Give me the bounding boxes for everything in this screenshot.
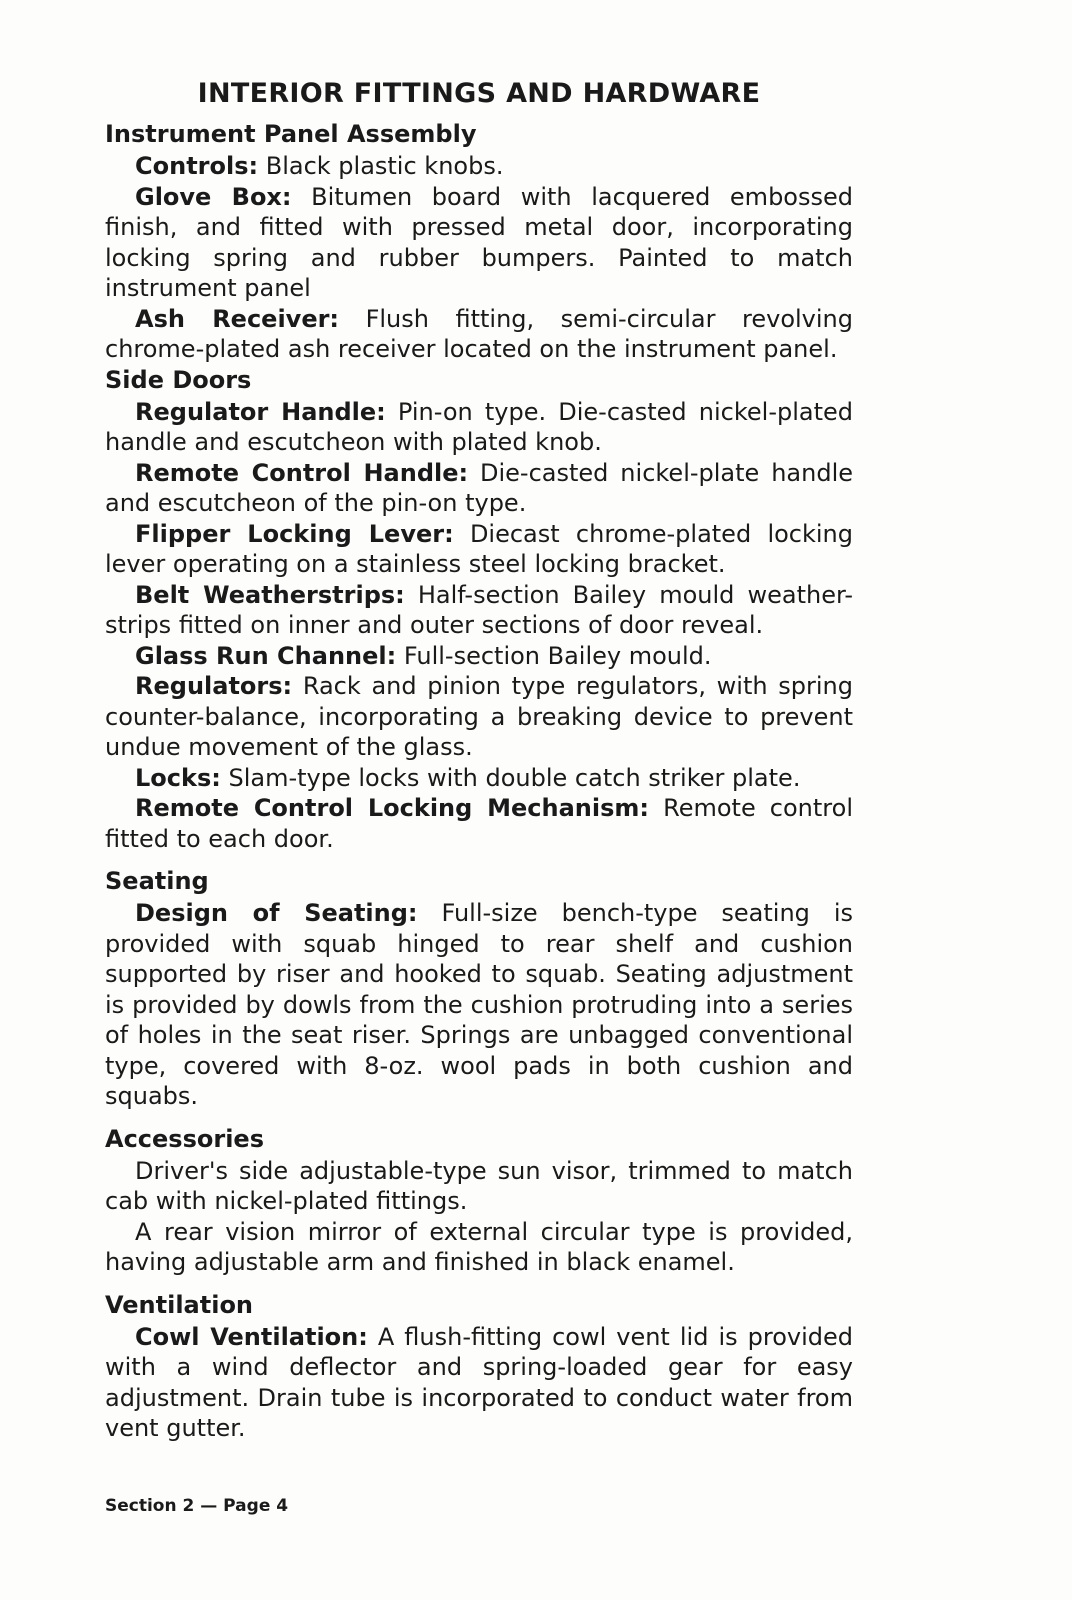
spec-item: [105, 793, 853, 854]
spec-item: [105, 151, 853, 182]
spec-text: Remote control fitted to each door.: [105, 794, 853, 853]
spec-text: Pin-on type. Die-casted nickel-plated handle and escutcheon with plated knob.: [105, 397, 854, 456]
spec-text: Bitumen board with lacquered embossed finish, and fitted with pressed metal door, incorporating locking spring and rubber bumpers. Painted to match instrument panel: [105, 182, 853, 302]
spec-text: Flush fitting, semi-circular revolving chrome-plated ash receiver located on the instrument panel.: [105, 304, 853, 363]
spec-text: Black plastic knobs.: [258, 152, 504, 180]
section-side-doors: [105, 365, 853, 855]
spec-item: [105, 304, 853, 365]
spec-label: Cowl Ventilation:: [135, 1322, 368, 1351]
spec-text: Rack and pinion type regulators, with spring counter-balance, incorporating a breaking device to prevent undue movement of the glass.: [105, 672, 853, 761]
spacer: [105, 1278, 853, 1284]
section-ventilation: [105, 1290, 853, 1444]
spec-item: [105, 458, 853, 519]
spec-text: A flush-fitting cowl vent lid is provided with a wind deflector and spring-loaded gear for easy adjustment. Drain tube is incorporated to conduct water from vent gutter.: [105, 1322, 853, 1442]
spec-text: Die-casted nickel-plate handle and escutcheon of the pin-on type.: [105, 458, 854, 517]
spec-label: Remote Control Handle:: [135, 458, 469, 487]
spacer: [105, 1112, 853, 1118]
spec-label: Glove Box:: [135, 182, 292, 211]
spec-label: Belt Weatherstrips:: [135, 580, 405, 609]
spec-item: [105, 641, 853, 672]
spec-label: Locks:: [135, 763, 221, 792]
section-instrument-panel: [105, 119, 853, 365]
spec-text: Half-section Bailey mould weather-strips fitted on inner and outer sections of door reveal.: [105, 580, 853, 639]
spec-label: Remote Control Locking Mechanism:: [135, 794, 650, 822]
spec-label: Design of Seating:: [135, 899, 418, 927]
section-heading: Ventilation: [105, 1290, 254, 1319]
spacer: [105, 854, 853, 860]
section-heading: Instrument Panel Assembly: [105, 120, 477, 148]
section-heading: Accessories: [105, 1124, 264, 1153]
spec-item: [105, 182, 853, 304]
section-seating: [105, 866, 853, 1112]
spec-item: [105, 519, 853, 580]
section-heading: Side Doors: [105, 365, 252, 394]
spec-text: Driver's side adjustable-type sun visor, trimmed to match cab with nickel-plated fittings.: [105, 1156, 853, 1215]
spec-label: Ash Receiver:: [135, 304, 340, 333]
section-heading: Seating: [105, 867, 209, 895]
spec-item: [105, 1156, 853, 1217]
spec-item: [105, 671, 853, 763]
spec-text: Full-size bench-type seating is provided with squab hinged to rear shelf and cushion supported by riser and hooked to squab. Seating adjustment is provided by dowls from the cushion protruding into a series of holes in the seat riser. Springs are unbagged conventional type, covered with 8-oz. wool pads in both cushion and squabs.: [105, 899, 854, 1110]
spec-label: Controls:: [135, 152, 259, 180]
spec-label: Regulator Handle:: [135, 397, 386, 426]
page-title: INTERIOR FITTINGS AND HARDWARE: [197, 78, 761, 109]
spec-label: Regulators:: [135, 672, 293, 700]
spec-text: Full-section Bailey mould.: [396, 641, 712, 670]
spec-text: Diecast chrome-plated locking lever operating on a stainless steel locking bracket.: [105, 519, 854, 578]
spec-item: [105, 1217, 853, 1278]
spec-text: A rear vision mirror of external circular type is provided, having adjustable arm and finished in black enamel.: [105, 1217, 853, 1276]
spec-item: [105, 898, 853, 1112]
spec-text: Slam-type locks with double catch striker plate.: [220, 763, 801, 792]
spec-item: [105, 397, 853, 458]
page-footer: Section 2 — Page 4: [105, 1496, 289, 1516]
section-accessories: [105, 1124, 853, 1278]
spec-item: [105, 1322, 853, 1444]
spec-label: Flipper Locking Lever:: [135, 519, 454, 548]
spec-item: [105, 580, 853, 641]
spec-item: [105, 763, 853, 794]
spec-label: Glass Run Channel:: [135, 641, 397, 670]
page-content: [105, 70, 853, 1444]
